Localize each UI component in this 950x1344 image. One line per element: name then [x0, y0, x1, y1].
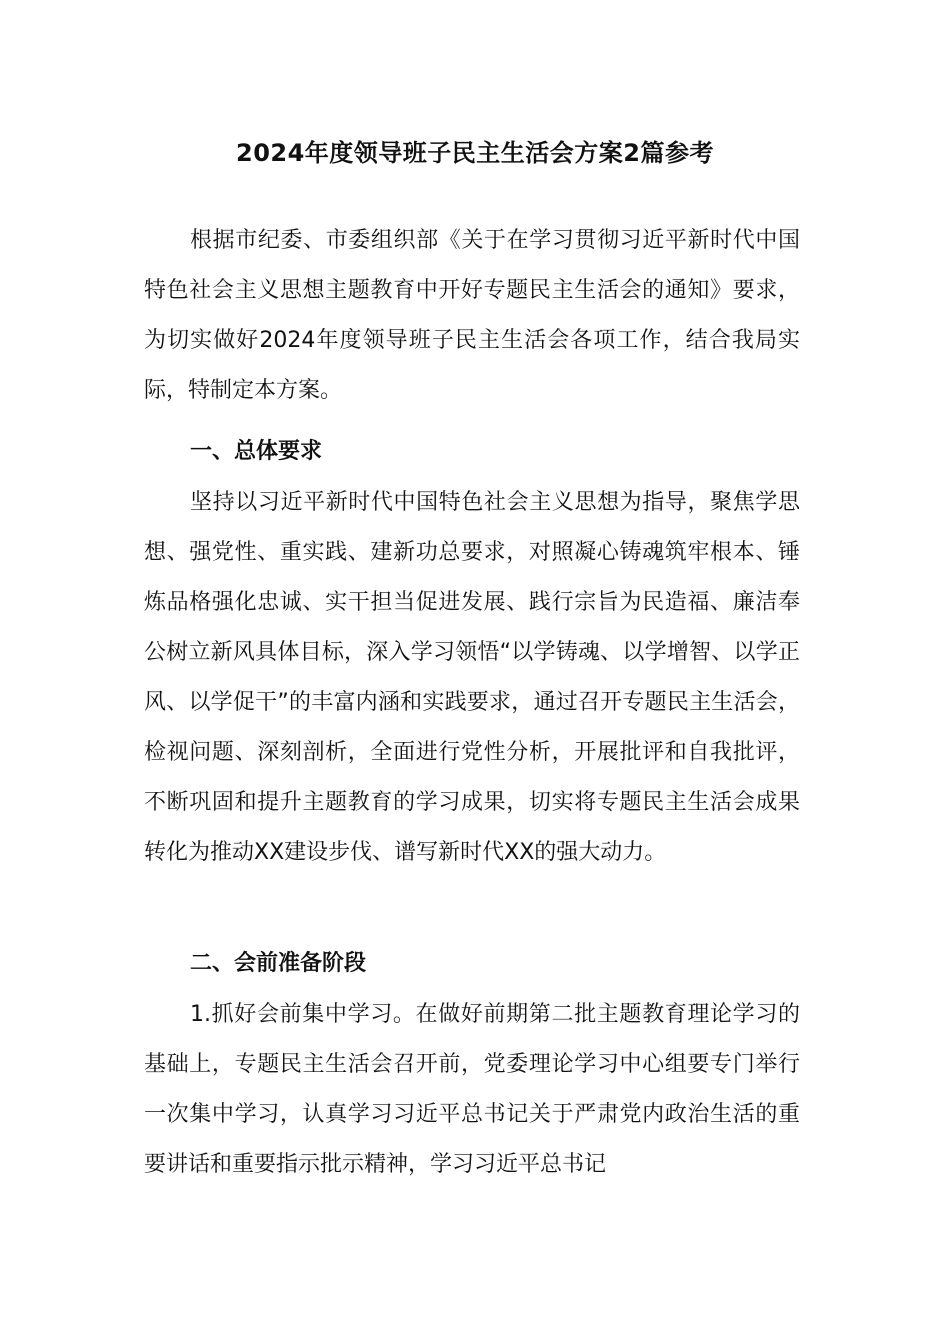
preparation-stage-paragraph: 1.抓好会前集中学习。在做好前期第二批主题教育理论学习的基础上，专题民主生活会召开前，党委理论学习中心组要专门举行一次集中学习，认真学习习近平总书记关于严肃党内政治生活的重要讲话和重要指示批示精神，学习习近平总书记 [144, 1002, 800, 1177]
section-heading-general-requirements: 一、总体要求 [190, 439, 323, 464]
section-heading-preparation-stage: 二、会前准备阶段 [190, 951, 367, 976]
document-title: 2024年度领导班子民主生活会方案2篇参考 [236, 139, 714, 167]
general-requirements-paragraph: 坚持以习近平新时代中国特色社会主义思想为指导，聚焦学思想、强党性、重实践、建新功总要求，对照凝心铸魂筑牢根本、锤炼品格强化忠诚、实干担当促进发展、践行宗旨为民造福、廉洁奉公树立新风具体目标，深入学习领悟“以学铸魂、以学增智、以学正风、以学促干”的丰富内涵和实践要求，通过召开专题民主生活会，检视问题、深刻剖析，全面进行党性分析，开展批评和自我批评，不断巩固和提升主题教育的学习成果，切实将专题民主生活会成果转化为推动XX建设步伐、谱写新时代XX的强大动力。 [144, 490, 800, 865]
intro-paragraph: 根据市纪委、市委组织部《关于在学习贯彻习近平新时代中国特色社会主义思想主题教育中开好专题民主生活会的通知》要求，为切实做好2024年度领导班子民主生活会各项工作，结合我局实际，特制定本方案。 [144, 228, 800, 403]
